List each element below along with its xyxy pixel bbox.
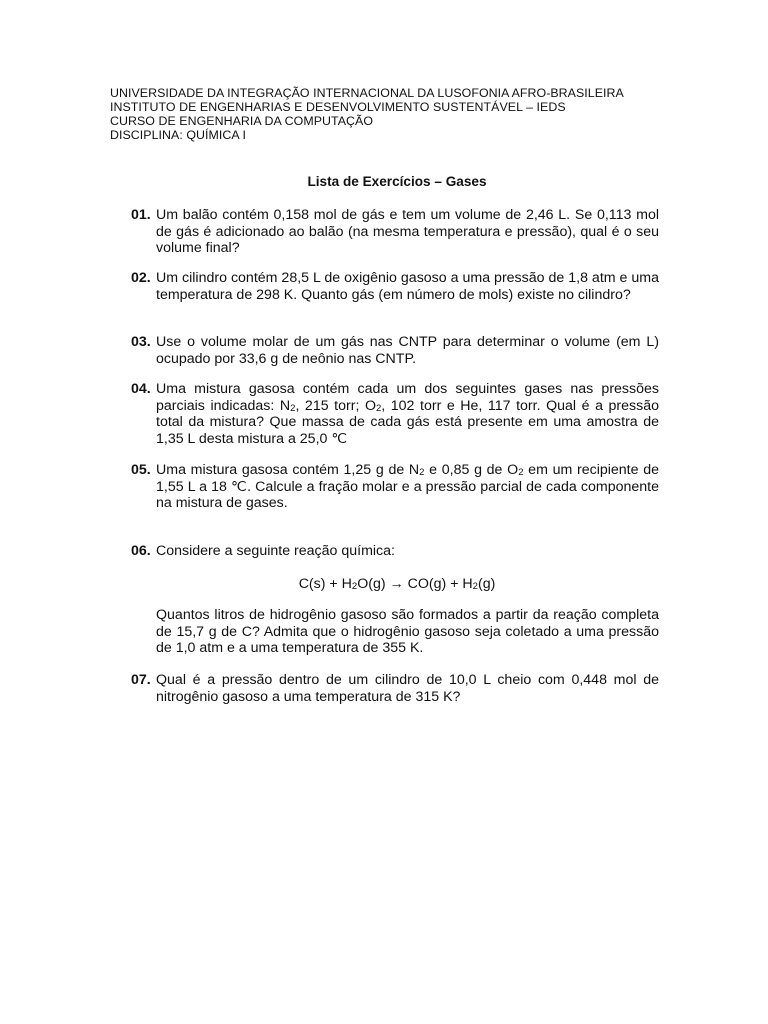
subscript: 2 bbox=[472, 581, 478, 592]
exercise-06-question: Quantos litros de hidrogênio gasoso são formados a partir da reação completa de 15,7 g de C? Admita que o hidrogênio gasoso seja coletado a uma pressão de 1,0 atm e a uma temperatura de 355 K. bbox=[156, 607, 659, 657]
institution-header bbox=[110, 86, 670, 142]
exercise-text-part: e 0,85 g de O bbox=[424, 462, 519, 478]
header-line-university: UNIVERSIDADE DA INTEGRAÇÃO INTERNACIONAL DA LUSOFONIA AFRO-BRASILEIRA bbox=[110, 86, 624, 100]
exercise-number: 04. bbox=[131, 381, 151, 397]
exercise-number: 07. bbox=[131, 672, 151, 688]
chemical-equation bbox=[0, 576, 768, 593]
subscript: 2 bbox=[290, 402, 296, 414]
exercise-number: 05. bbox=[131, 462, 151, 478]
exercise-text bbox=[156, 462, 659, 512]
exercise-number: 03. bbox=[131, 334, 151, 350]
subscript: 2 bbox=[351, 581, 358, 592]
exercise-text-part: , 215 torr; O bbox=[295, 397, 376, 414]
header-line-institute: INSTITUTO DE ENGENHARIAS E DESENVOLVIMENTO SUSTENTÁVEL – IEDS bbox=[110, 100, 566, 114]
subscript: 2 bbox=[518, 467, 524, 478]
exercise-text-part: em um recipiente de 1,55 L a 18 ℃. Calcule a fração molar e a pressão parcial de cada componente na mistura de gases. bbox=[156, 462, 659, 512]
exercise-text: Considere a seguinte reação química: bbox=[156, 543, 395, 559]
exercise-text: Um cilindro contém 28,5 L de oxigênio gasoso a uma pressão de 1,8 atm e uma temperatura de 298 K. Quanto gás (em número de mols) existe no cilindro? bbox=[156, 270, 659, 303]
equation-part: C(s) + H bbox=[298, 576, 352, 592]
equation-part: O(g) → CO(g) + H bbox=[357, 576, 473, 592]
exercise-02 bbox=[131, 270, 659, 303]
exercise-text: Um balão contém 0,158 mol de gás e tem um volume de 2,46 L. Se 0,113 mol de gás é adicionado ao balão (na mesma temperatura e pressão), qual é o seu volume final? bbox=[156, 207, 659, 257]
equation-part: (g) bbox=[477, 576, 496, 592]
exercise-03 bbox=[131, 334, 659, 367]
exercise-text-part: , 102 torr e He, 117 torr. Qual é a pressão total da mistura? Que massa de cada gás está presente em uma amostra de 1,35 L desta mistura a 25,0 ℃ bbox=[156, 397, 659, 447]
subscript: 2 bbox=[375, 402, 382, 414]
exercise-07 bbox=[131, 672, 659, 705]
exercise-number: 02. bbox=[131, 270, 151, 286]
exercise-text bbox=[156, 381, 659, 447]
exercise-04 bbox=[131, 381, 659, 447]
exercise-text: Qual é a pressão dentro de um cilindro de 10,0 L cheio com 0,448 mol de nitrogênio gasoso a uma temperatura de 315 K? bbox=[156, 672, 659, 705]
exercise-text: Use o volume molar de um gás nas CNTP para determinar o volume (em L) ocupado por 33,6 g de neônio nas CNTP. bbox=[156, 334, 659, 367]
subscript: 2 bbox=[419, 467, 425, 478]
exercise-text-part: Uma mistura gasosa contém cada um dos seguintes gases nas pressões parciais indicadas: N bbox=[156, 381, 659, 414]
exercise-number: 01. bbox=[131, 207, 151, 223]
exercise-text-part: Uma mistura gasosa contém 1,25 g de N bbox=[156, 462, 420, 478]
exercise-01 bbox=[131, 207, 659, 257]
exercise-05 bbox=[131, 462, 659, 512]
exercise-number: 06. bbox=[131, 543, 151, 559]
document-title: Lista de Exercícios – Gases bbox=[307, 174, 487, 189]
header-line-discipline: DISCIPLINA: QUÍMICA I bbox=[110, 128, 246, 142]
header-line-course: CURSO DE ENGENHARIA DA COMPUTAÇÃO bbox=[110, 114, 374, 128]
exercise-06 bbox=[131, 543, 659, 560]
